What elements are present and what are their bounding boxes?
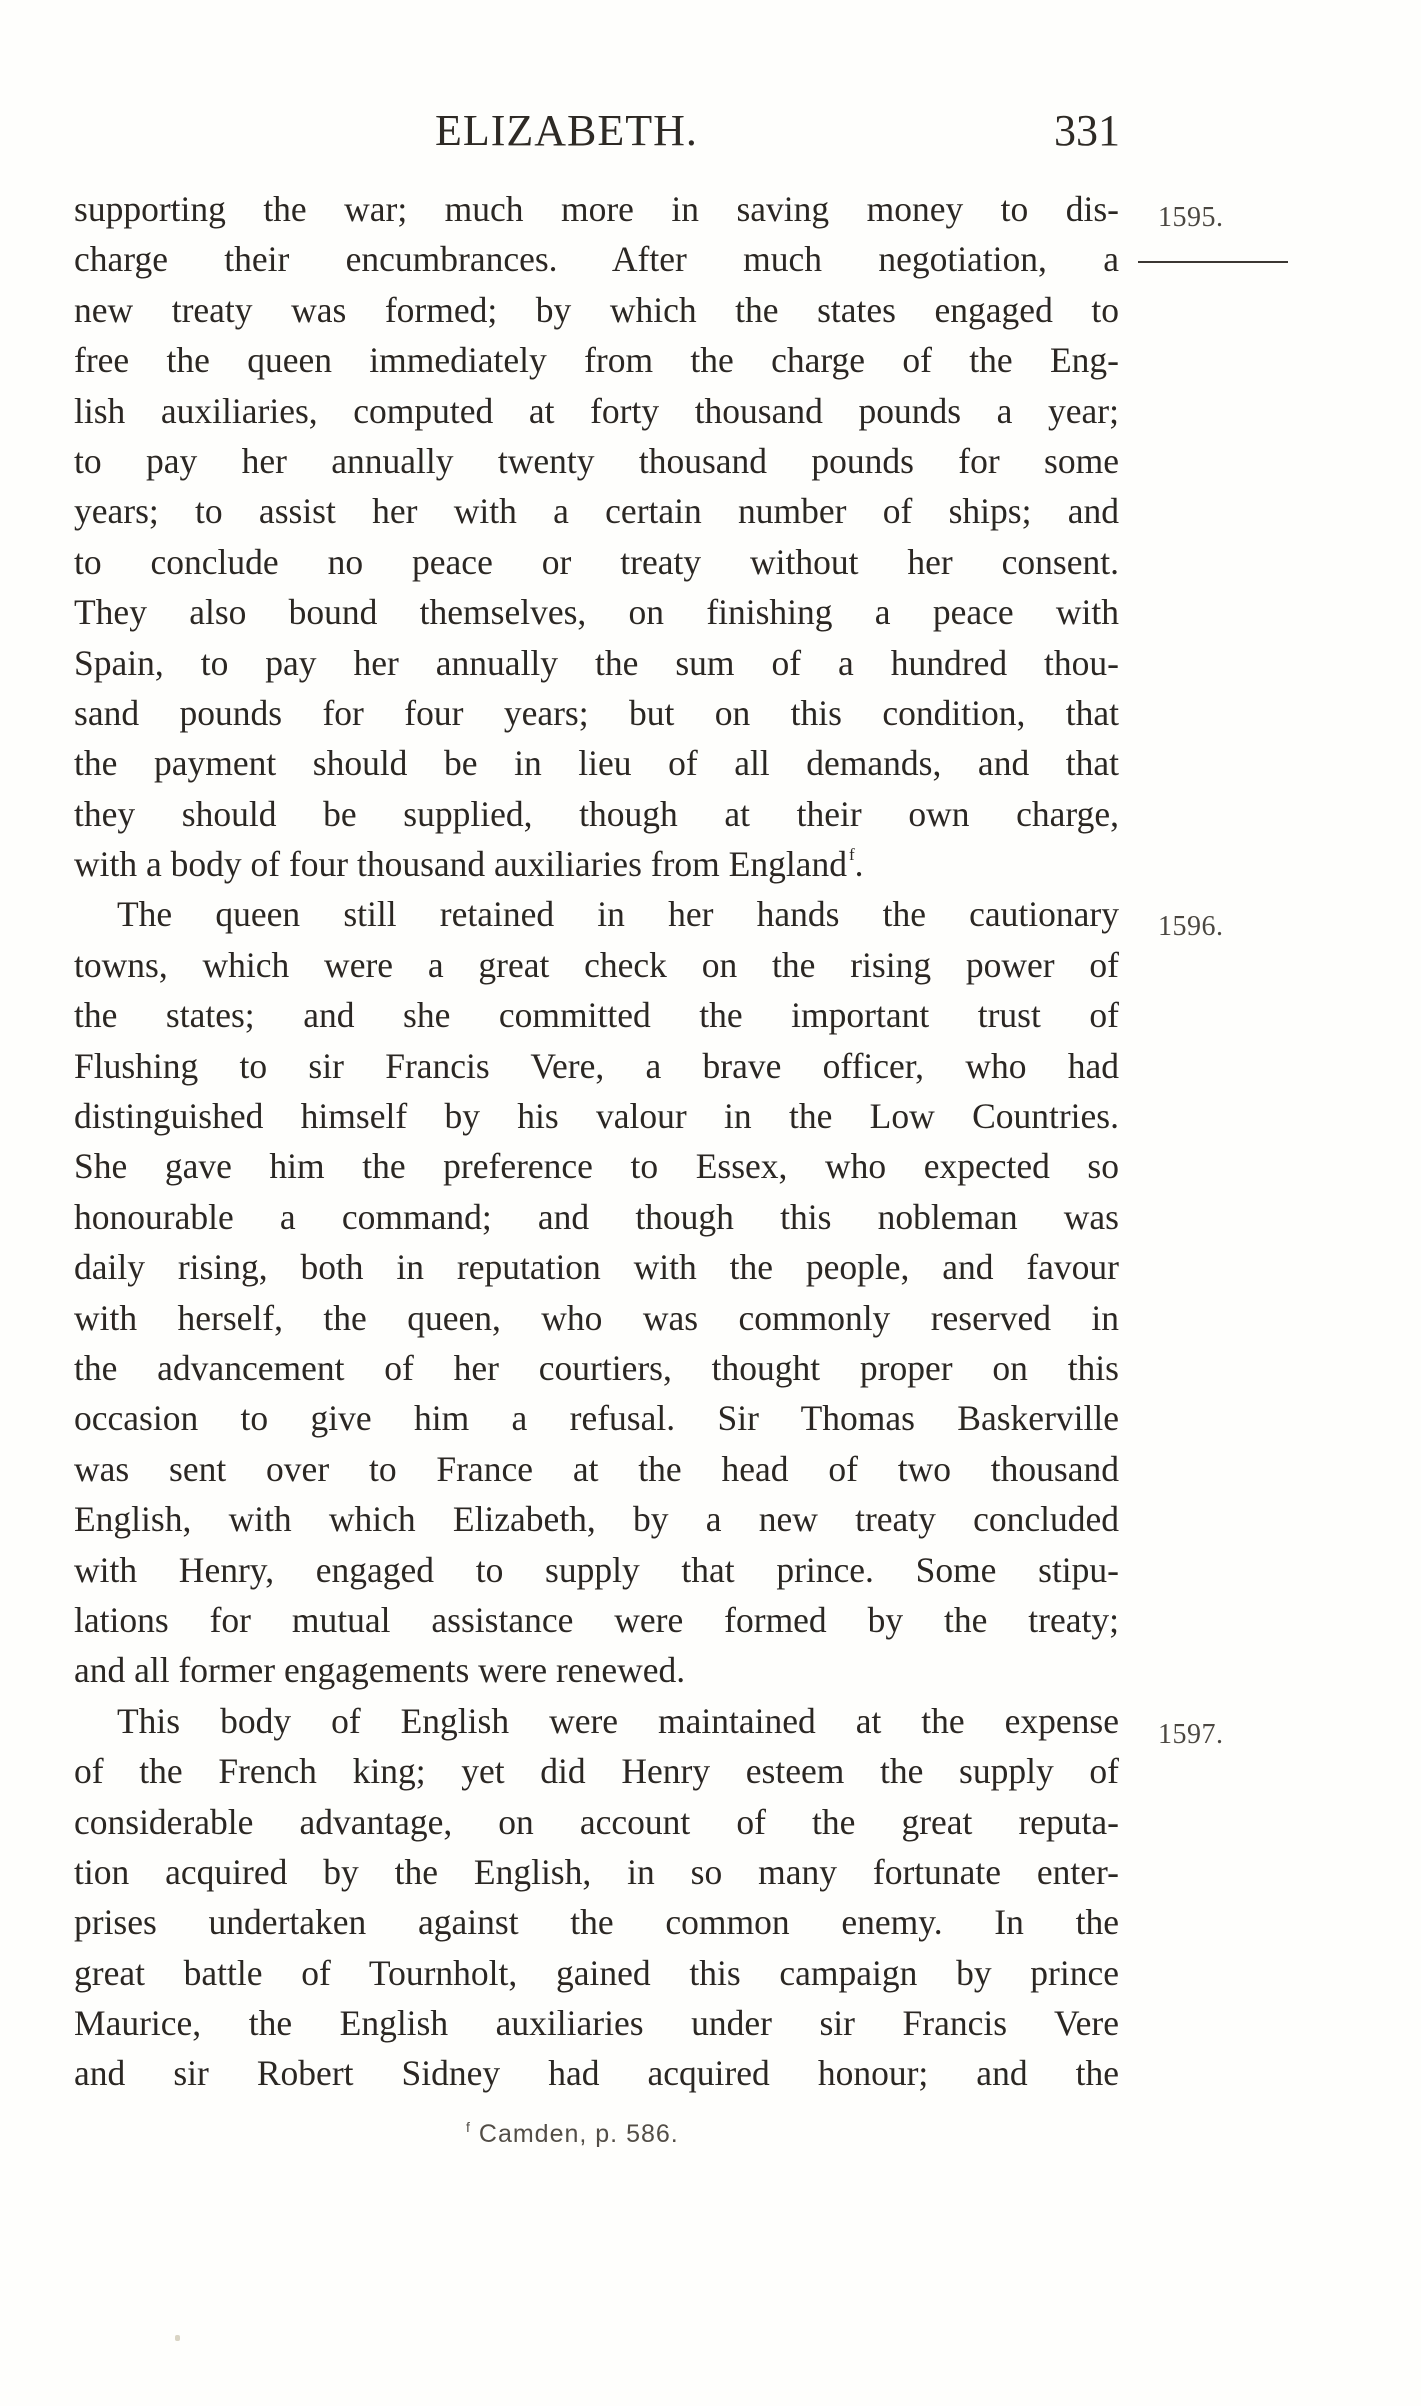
page-number: 331 <box>1054 106 1120 155</box>
text-line: Spain, to pay her annually the sum of a hundred thou- <box>74 642 1119 683</box>
text-line: and all former engagements were renewed. <box>74 1650 686 1691</box>
text-line: occasion to give him a refusal. Sir Thomas Baskerville <box>74 1398 1119 1439</box>
margin-year-1597: 1597. <box>1158 1719 1224 1750</box>
text-line: English, with which Elizabeth, by a new treaty concluded <box>74 1499 1119 1540</box>
margin-year-1596: 1596. <box>1158 911 1224 942</box>
text-line: towns, which were a great check on the rising power of <box>74 944 1119 985</box>
paper-speck <box>175 2335 180 2341</box>
text-line: new treaty was formed; by which the states engaged to <box>74 289 1119 330</box>
text-line: They also bound themselves, on finishing a peace with <box>74 592 1119 633</box>
text-line: they should be supplied, though at their own charge, <box>74 793 1119 834</box>
text-line: lations for mutual assistance were formed by the treaty; <box>74 1599 1119 1640</box>
text-line: to conclude no peace or treaty without her consent. <box>74 541 1119 582</box>
text-line: daily rising, both in reputation with the people, and favour <box>74 1247 1119 1288</box>
text-line: with Henry, engaged to supply that prince. Some stipu- <box>74 1549 1119 1590</box>
running-head <box>70 105 1120 165</box>
running-title: ELIZABETH. <box>435 106 698 155</box>
text-line: to pay her annually twenty thousand pounds for some <box>74 440 1119 481</box>
text-line: was sent over to France at the head of two thousand <box>74 1448 1119 1489</box>
text-line: sand pounds for four years; but on this condition, that <box>74 692 1119 733</box>
text-line: of the French king; yet did Henry esteem the supply of <box>74 1751 1119 1792</box>
footnote-ref-period: . <box>854 844 864 885</box>
text-line: distinguished himself by his valour in the Low Countries. <box>74 1096 1119 1137</box>
footnote-text: Camden, p. 586. <box>478 2120 679 2148</box>
text-line: with herself, the queen, who was commonly reserved in <box>74 1297 1119 1338</box>
text-line: Flushing to sir Francis Vere, a brave officer, who had <box>74 1045 1119 1086</box>
text-line: the advancement of her courtiers, thought proper on this <box>74 1347 1119 1388</box>
text-line: She gave him the preference to Essex, who expected so <box>74 1146 1119 1187</box>
text-line: considerable advantage, on account of the great reputa- <box>74 1801 1119 1842</box>
text-line: the states; and she committed the important trust of <box>74 995 1119 1036</box>
text-line: prises undertaken against the common enemy. In the <box>74 1902 1119 1943</box>
footnote-reference: f <box>848 845 855 865</box>
text-line: free the queen immediately from the charge of the Eng- <box>74 340 1119 381</box>
body-text <box>74 184 1119 2099</box>
text-line-with-footnote-ref <box>74 839 1119 889</box>
text-line: the payment should be in lieu of all demands, and that <box>74 743 1119 784</box>
text-line: honourable a command; and though this nobleman was <box>74 1196 1119 1237</box>
margin-year-1595: 1595. <box>1158 202 1224 233</box>
text-line: supporting the war; much more in saving money to dis- <box>74 189 1119 229</box>
text-line: great battle of Tournholt, gained this campaign by prince <box>74 1952 1119 1993</box>
footnote <box>466 2119 679 2149</box>
text-line: tion acquired by the English, in so many fortunate enter- <box>74 1851 1119 1892</box>
text-line: with a body of four thousand auxiliaries from England <box>74 844 847 885</box>
text-line: and sir Robert Sidney had acquired honour; and the <box>74 2053 1119 2094</box>
paragraph-start-line: This body of English were maintained at the expense <box>117 1700 1119 1741</box>
text-line: Maurice, the English auxiliaries under sir Francis Vere <box>74 2003 1119 2044</box>
text-line: charge their encumbrances. After much negotiation, a <box>74 239 1119 280</box>
text-line: years; to assist her with a certain number of ships; and <box>74 491 1119 532</box>
margin-rule <box>1138 261 1288 263</box>
footnote-marker: f <box>466 2119 471 2135</box>
paragraph-start-line: The queen still retained in her hands the cautionary <box>117 894 1119 935</box>
text-line: lish auxiliaries, computed at forty thousand pounds a year; <box>74 390 1119 431</box>
